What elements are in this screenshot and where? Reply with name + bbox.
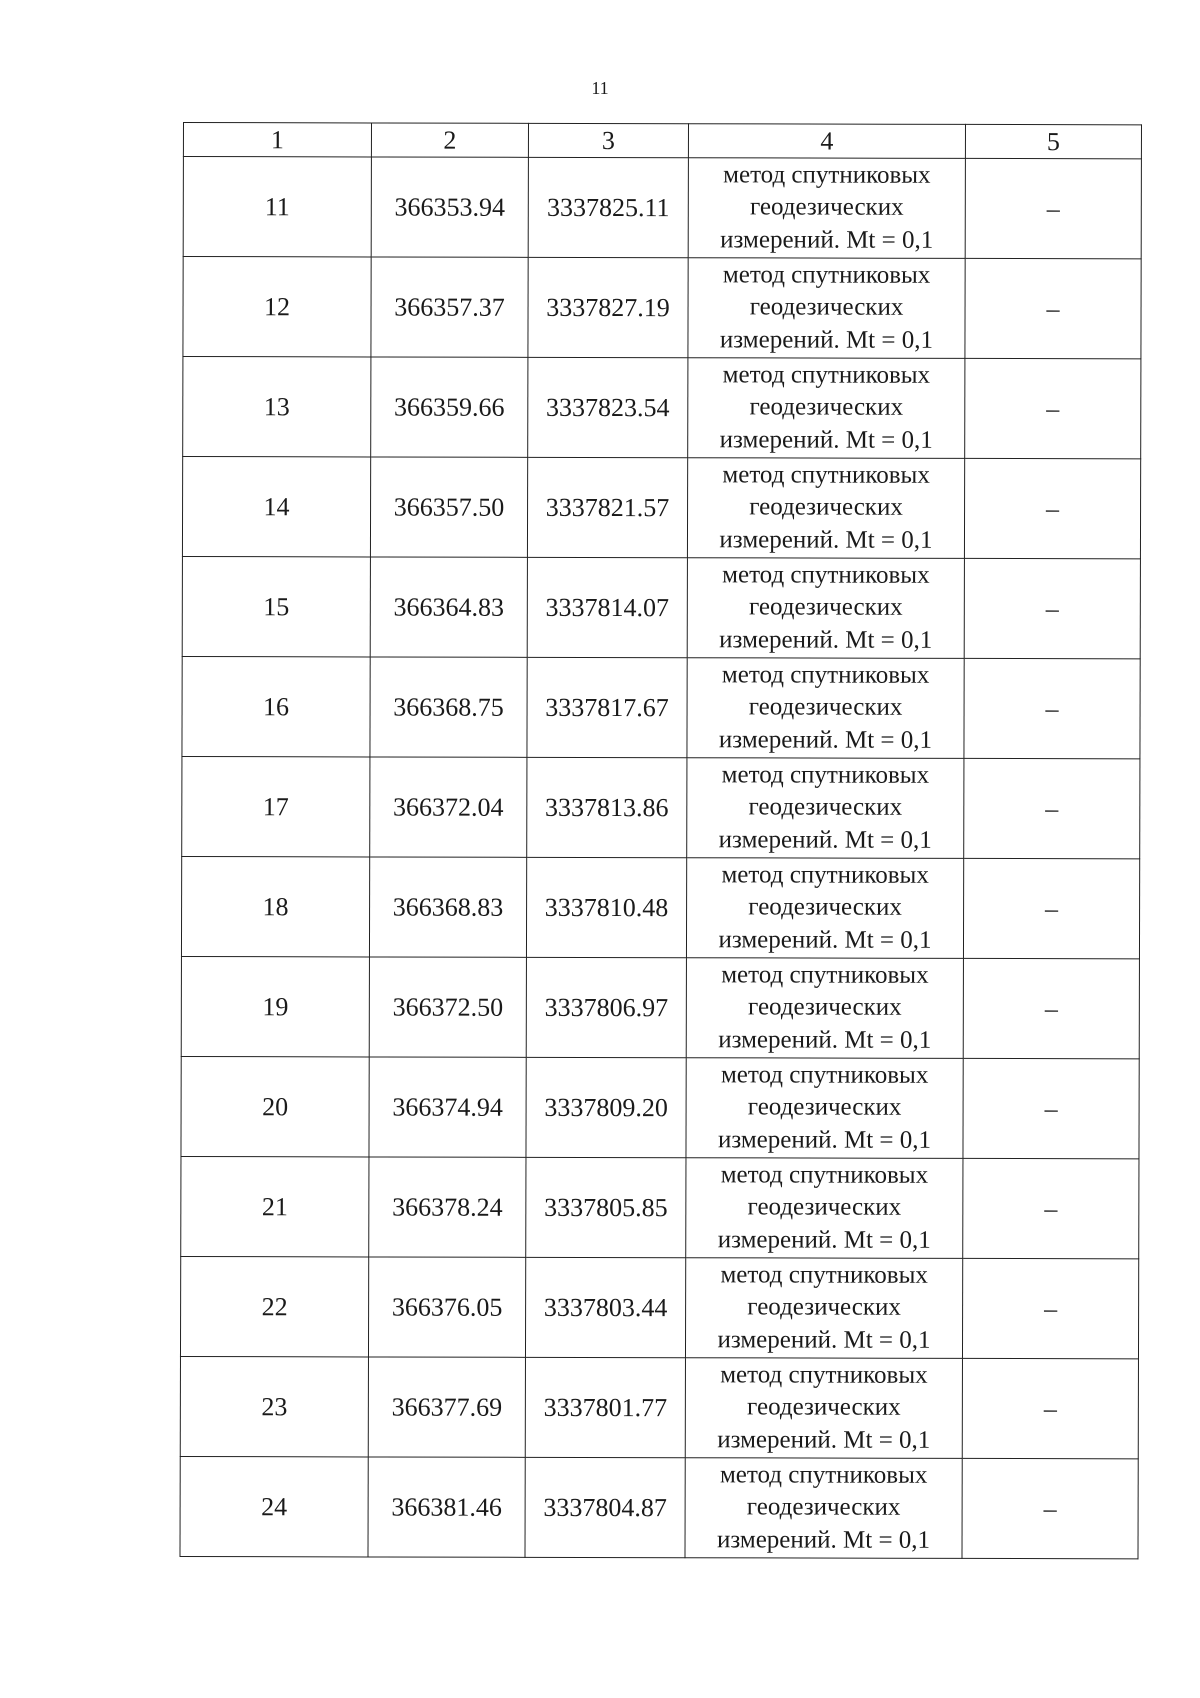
x-coordinate-cell: 366357.50 <box>370 457 527 557</box>
point-number-cell: 14 <box>182 457 370 557</box>
method-cell <box>687 758 964 859</box>
table-row <box>181 856 1139 958</box>
note-cell: – <box>965 258 1141 358</box>
note-cell: – <box>963 1058 1139 1158</box>
table-row <box>183 357 1141 459</box>
y-coordinate-cell: 3337804.87 <box>525 1457 685 1557</box>
method-line: метод спутниковых <box>722 561 930 589</box>
method-line: метод спутниковых <box>720 1361 928 1389</box>
method-line: метод спутниковых <box>720 1161 929 1189</box>
method-cell <box>687 558 964 659</box>
point-number-cell: 16 <box>182 656 370 756</box>
table-row <box>181 1056 1139 1158</box>
point-number-cell: 11 <box>183 157 371 257</box>
table-row <box>182 756 1140 858</box>
method-line: измерений. Mt = 0,1 <box>719 326 934 354</box>
method-cell <box>686 1158 963 1259</box>
point-number-cell: 17 <box>182 756 370 856</box>
method-line: геодезических <box>747 1093 902 1122</box>
table-row <box>183 157 1141 259</box>
x-coordinate-cell: 366372.04 <box>370 757 527 857</box>
y-coordinate-cell: 3337827.19 <box>528 257 688 357</box>
method-cell <box>685 1258 962 1359</box>
method-line: геодезических <box>748 893 902 922</box>
point-number-cell: 24 <box>180 1456 368 1556</box>
point-number-cell: 12 <box>183 257 371 357</box>
note-cell: – <box>963 958 1139 1058</box>
method-line: измерений. Mt = 0,1 <box>718 826 932 854</box>
note-cell: – <box>962 1458 1138 1558</box>
note-cell: – <box>964 758 1140 858</box>
x-coordinate-cell: 366378.24 <box>369 1157 526 1257</box>
x-coordinate-cell: 366368.75 <box>370 657 527 757</box>
method-line: метод спутниковых <box>719 1461 928 1489</box>
y-coordinate-cell: 3337823.54 <box>528 357 688 457</box>
x-coordinate-cell: 366359.66 <box>371 357 528 457</box>
note-cell: – <box>963 858 1139 958</box>
method-cell <box>688 358 965 459</box>
method-cell <box>685 1358 962 1459</box>
x-coordinate-cell: 366353.94 <box>371 157 528 257</box>
method-line: измерений. Mt = 0,1 <box>718 926 932 954</box>
header-row <box>183 123 1141 159</box>
point-number-cell: 22 <box>180 1256 368 1356</box>
method-line: геодезических <box>746 1493 901 1522</box>
method-line: метод спутниковых <box>721 661 930 689</box>
method-line: измерений. Mt = 0,1 <box>717 1426 931 1454</box>
note-cell: – <box>963 1158 1139 1258</box>
method-line: метод спутниковых <box>721 961 929 989</box>
point-number-cell: 15 <box>182 556 370 656</box>
method-line: измерений. Mt = 0,1 <box>716 1526 931 1554</box>
column-header-2: 2 <box>371 123 528 157</box>
method-line: метод спутниковых <box>722 361 931 389</box>
method-line: геодезических <box>747 1193 902 1222</box>
point-number-cell: 13 <box>183 357 371 457</box>
y-coordinate-cell: 3337805.85 <box>526 1157 686 1257</box>
method-line: геодезических <box>749 493 903 522</box>
y-coordinate-cell: 3337801.77 <box>525 1357 685 1457</box>
method-line: геодезических <box>747 1393 901 1422</box>
method-cell <box>686 1058 963 1159</box>
method-line: геодезических <box>748 993 902 1022</box>
x-coordinate-cell: 366374.94 <box>369 1057 526 1157</box>
method-line: измерений. Mt = 0,1 <box>718 1026 932 1054</box>
y-coordinate-cell: 3337813.86 <box>527 757 687 857</box>
y-coordinate-cell: 3337803.44 <box>525 1257 685 1357</box>
note-cell: – <box>964 658 1140 758</box>
table-row <box>182 656 1140 758</box>
method-line: геодезических <box>749 393 904 422</box>
point-number-cell: 21 <box>181 1156 369 1256</box>
method-cell <box>687 658 964 759</box>
method-cell <box>688 158 965 259</box>
y-coordinate-cell: 3337810.48 <box>526 857 686 957</box>
method-line: метод спутниковых <box>723 161 931 189</box>
y-coordinate-cell: 3337809.20 <box>526 1057 686 1157</box>
method-line: измерений. Mt = 0,1 <box>720 226 934 254</box>
method-line: метод спутниковых <box>720 1061 929 1089</box>
method-cell <box>686 958 963 1059</box>
method-cell <box>688 258 965 359</box>
page-number: 11 <box>591 78 609 98</box>
note-cell: – <box>964 458 1140 558</box>
y-coordinate-cell: 3337821.57 <box>527 457 687 557</box>
point-number-cell: 20 <box>181 1056 369 1156</box>
column-header-1: 1 <box>183 123 371 157</box>
note-cell: – <box>965 158 1141 258</box>
method-line: измерений. Mt = 0,1 <box>718 726 933 754</box>
point-number-cell: 19 <box>181 956 369 1056</box>
y-coordinate-cell: 3337817.67 <box>527 657 687 757</box>
method-line: метод спутниковых <box>721 761 930 789</box>
method-line: измерений. Mt = 0,1 <box>717 1226 931 1254</box>
method-line: измерений. Mt = 0,1 <box>717 1326 931 1354</box>
x-coordinate-cell: 366372.50 <box>369 957 526 1057</box>
note-cell: – <box>964 558 1140 658</box>
method-line: измерений. Mt = 0,1 <box>717 1126 932 1154</box>
method-cell <box>687 458 964 559</box>
y-coordinate-cell: 3337825.11 <box>528 157 688 257</box>
method-cell <box>686 858 963 959</box>
method-line: метод спутниковых <box>722 461 930 489</box>
method-line: метод спутниковых <box>722 261 931 289</box>
note-cell: – <box>965 358 1141 458</box>
method-cell <box>685 1458 962 1559</box>
x-coordinate-cell: 366376.05 <box>368 1257 525 1357</box>
x-coordinate-cell: 366377.69 <box>368 1357 525 1457</box>
table-row <box>180 1256 1138 1358</box>
column-header-3: 3 <box>528 123 688 157</box>
method-line: геодезических <box>749 293 904 322</box>
point-number-cell: 23 <box>180 1356 368 1456</box>
table-body <box>180 157 1141 1559</box>
x-coordinate-cell: 366357.37 <box>371 257 528 357</box>
table-row <box>183 257 1141 359</box>
table-row <box>182 556 1140 658</box>
y-coordinate-cell: 3337814.07 <box>527 557 687 657</box>
method-line: измерений. Mt = 0,1 <box>719 426 933 454</box>
x-coordinate-cell: 366381.46 <box>368 1457 525 1557</box>
method-line: геодезических <box>749 193 904 222</box>
table-row <box>181 1156 1139 1258</box>
table-row <box>182 457 1140 559</box>
note-cell: – <box>962 1358 1138 1458</box>
table-row <box>181 956 1139 1058</box>
method-line: геодезических <box>748 593 903 622</box>
coordinates-table <box>179 122 1142 1559</box>
method-line: геодезических <box>748 793 903 822</box>
method-line: метод спутниковых <box>720 1261 928 1289</box>
method-line: метод спутниковых <box>721 861 929 889</box>
table-row <box>180 1456 1138 1558</box>
method-line: измерений. Mt = 0,1 <box>719 626 933 654</box>
y-coordinate-cell: 3337806.97 <box>526 957 686 1057</box>
method-line: геодезических <box>747 1293 901 1322</box>
point-number-cell: 18 <box>181 856 369 956</box>
method-line: измерений. Mt = 0,1 <box>719 526 933 554</box>
column-header-5: 5 <box>965 124 1141 158</box>
x-coordinate-cell: 366364.83 <box>370 557 527 657</box>
method-line: геодезических <box>748 693 903 722</box>
column-header-4: 4 <box>688 124 965 159</box>
x-coordinate-cell: 366368.83 <box>369 857 526 957</box>
table-row <box>180 1356 1138 1458</box>
note-cell: – <box>962 1258 1138 1358</box>
